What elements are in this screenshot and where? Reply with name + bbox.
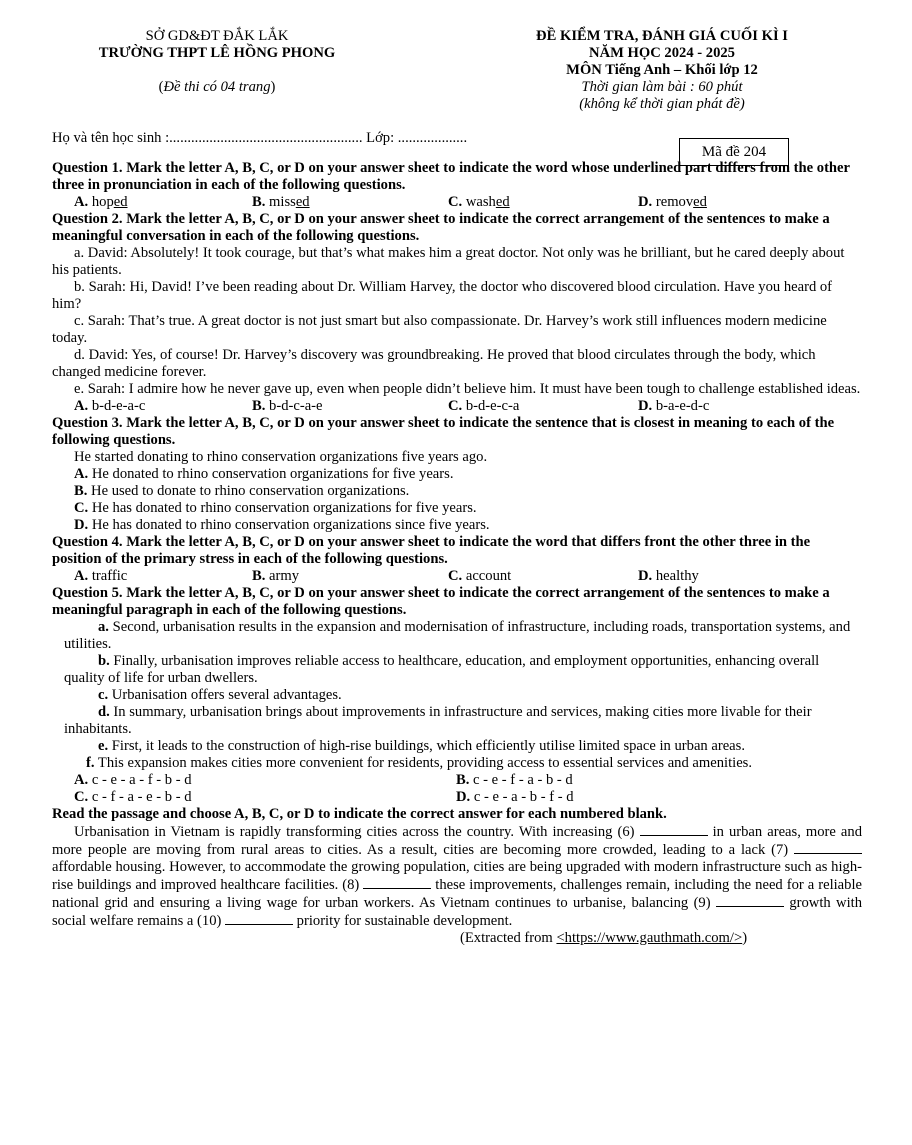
subject-line: MÔN Tiếng Anh – Khối lớp 12 [566,62,758,78]
q5-options-row-2 [52,789,862,806]
question-1-options [52,194,862,211]
q4-option-b[interactable]: B. army [252,568,300,584]
header-right [462,28,862,113]
blank-9[interactable] [716,894,784,907]
blank-10[interactable] [225,912,293,925]
question-1-title: Question 1. Mark the letter A, B, C, or D on your answer sheet to indicate the word whose underlined part differs from the other three in pronunciation in each of the following questions. [52,160,850,193]
time-limit: Thời gian làm bài : 60 phút [581,79,743,95]
pages-note-text: Đề thi có 04 trang [163,79,271,95]
q5-line-c: c. Urbanisation offers several advantages. [98,687,342,703]
question-4-options [52,568,862,585]
passage-text: Urbanisation in Vietnam is rapidly transforming cities across the country. With increasing (6) in urban areas, more and more people are moving from rural areas to cities. As a result, cities are becoming more crowded, leading to a lack (7) affordable housing. However, to accommodate the growing population, cities are being upgraded with modern infrastructure such as high-rise buildings and improved healthcare facilities. (8) these improvements, challenges remain, including the need for a reliable national grid and ensuring a living wage for urban workers. As Vietnam continues to urbanise, balancing (9) growth with social welfare remains a (10) priority for sustainable development. [52,824,862,929]
q5-line-a: a. Second, urbanisation results in the expansion and modernisation of infrastructure, including roads, transportation systems, and utilities. [64,619,851,652]
q2-option-b[interactable]: B. b-d-c-a-e [252,398,323,414]
exam-code-box: Mã đề 204 [679,138,789,166]
exam-header [52,28,862,160]
question-2-title: Question 2. Mark the letter A, B, C, or D on your answer sheet to indicate the correct arrangement of the sentences to make a meaningful conversation in each of the following questions. [52,211,830,244]
department-name: SỞ GD&ĐT ĐẮK LẮK [145,28,289,44]
q2-option-d[interactable]: D. b-a-e-d-c [638,398,710,414]
q5-line-d: d. In summary, urbanisation brings about improvements in infrastructure and services, making cities more livable for their inhabitants. [64,704,812,737]
q2-line-b: b. Sarah: Hi, David! I’ve been reading about Dr. William Harvey, the doctor who discovered blood circulation. Have you heard of him? [52,279,833,312]
pages-note [52,79,382,96]
q3-option-c[interactable]: C. He has donated to rhino conservation organizations for five years. [74,500,477,516]
q2-option-a[interactable]: A. b-d-e-a-c [74,398,146,414]
header-left [52,28,382,96]
q5-options-row-1 [52,772,862,789]
q2-line-d: d. David: Yes, of course! Dr. Harvey’s discovery was groundbreaking. He proved that blood circulates through the body, which changed medicine forever. [52,347,816,380]
q3-option-d[interactable]: D. He has donated to rhino conservation organizations since five years. [74,517,490,533]
q2-option-c[interactable]: C. b-d-e-c-a [448,398,520,414]
question-4-title: Question 4. Mark the letter A, B, C, or D on your answer sheet to indicate the word that differs front the other three in the position of the primary stress in each of the following questions. [52,534,811,567]
q5-line-f: f. This expansion makes cities more convenient for residents, providing access to essential services and amenities. [86,755,752,771]
q5-option-d[interactable]: D. c - e - a - b - f - d [456,789,574,805]
pages-note-open: ( [158,79,164,95]
source-link[interactable]: <https://www.gauthmath.com/> [556,930,743,946]
q3-prompt: He started donating to rhino conservation organizations five years ago. [74,449,488,465]
student-info-line: Họ và tên học sinh :..................................................... Lớp: ................... [52,130,468,146]
time-note: (không kể thời gian phát đề) [579,96,745,112]
exam-title: ĐỀ KIỂM TRA, ĐÁNH GIÁ CUỐI KÌ I [536,28,788,44]
q5-option-c[interactable]: C. c - f - a - e - b - d [74,789,192,805]
q1-option-b[interactable]: B. missed [252,194,310,210]
q5-line-b: b. Finally, urbanisation improves reliable access to healthcare, education, and employment opportunities, enhancing overall quality of life for urban dwellers. [64,653,820,686]
q5-line-e: e. First, it leads to the construction of high-rise buildings, which efficiently utilise limited space in urban areas. [98,738,745,754]
q4-option-c[interactable]: C. account [448,568,512,584]
question-5-title: Question 5. Mark the letter A, B, C, or D on your answer sheet to indicate the correct arrangement of the sentences to make a meaningful paragraph in each of the following questions. [52,585,830,618]
q3-option-a[interactable]: A. He donated to rhino conservation organizations for five years. [74,466,454,482]
passage-title: Read the passage and choose A, B, C, or D to indicate the correct answer for each numbered blank. [52,806,667,822]
q1-option-c[interactable]: C. washed [448,194,510,210]
school-year: NĂM HỌC 2024 - 2025 [589,45,735,61]
q4-option-a[interactable]: A. traffic [74,568,128,584]
q5-option-a[interactable]: A. c - e - a - f - b - d [74,772,192,788]
exam-page [52,28,862,947]
q4-option-d[interactable]: D. healthy [638,568,699,584]
blank-6[interactable] [640,823,708,836]
q2-line-a: a. David: Absolutely! It took courage, but that’s what makes him a great doctor. Not only was he brilliant, but he cared deeply about his patients. [52,245,845,278]
blank-7[interactable] [794,841,862,854]
q1-option-a[interactable]: A. hoped [74,194,128,210]
school-name: TRƯỜNG THPT LÊ HỒNG PHONG [98,45,336,61]
question-3-title: Question 3. Mark the letter A, B, C, or D on your answer sheet to indicate the sentence that is closest in meaning to each of the following questions. [52,415,835,448]
q2-line-c: c. Sarah: That’s true. A great doctor is not just smart but also compassionate. Dr. Harvey’s work still influences modern medicine today. [52,313,827,346]
q5-option-b[interactable]: B. c - e - f - a - b - d [456,772,573,788]
q2-line-e: e. Sarah: I admire how he never gave up, even when people didn’t believe him. It must have been tough to challenge established ideas. [74,381,861,397]
passage-source: (Extracted from <https://www.gauthmath.com/>) [460,930,748,946]
pages-note-close: ) [270,79,276,95]
q1-option-d[interactable]: D. removed [638,194,707,210]
blank-8[interactable] [363,876,431,889]
q3-option-b[interactable]: B. He used to donate to rhino conservation organizations. [74,483,410,499]
question-2-options [52,398,862,415]
